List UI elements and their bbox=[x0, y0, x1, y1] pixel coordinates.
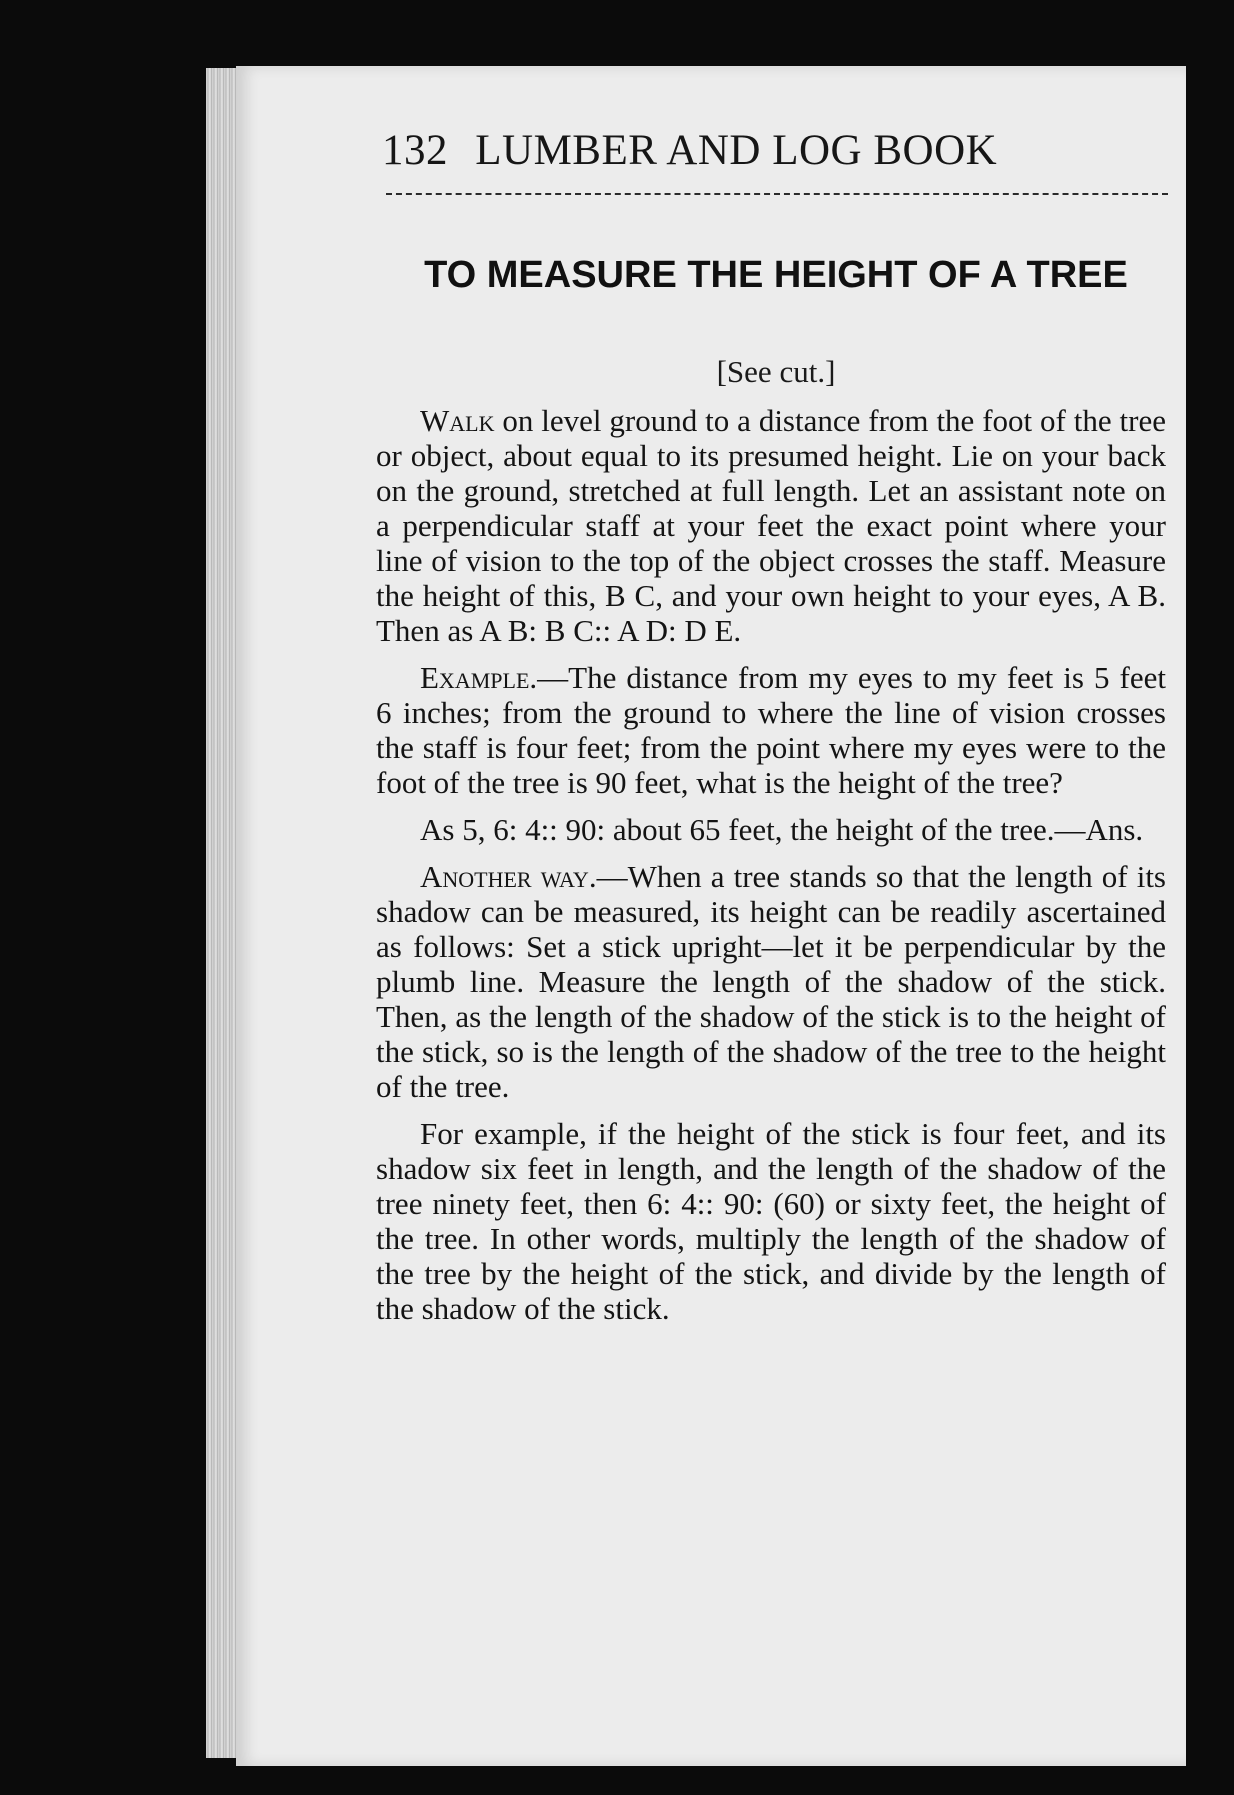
paragraph-text: on level ground to a distance from the foot of the tree or object, about equal to its presumed height. Lie on your back on the ground, stretched at full length. Let an assistant note on a perpendicular staff at your feet the exact point where your line of vision to the top of the object crosses the staff. Measure the height of this, B C, and your own height to your eyes, A B. Then as A B: B C:: A D: D E. bbox=[376, 403, 1166, 648]
paragraph-lead: Example. bbox=[420, 660, 538, 695]
running-header bbox=[382, 126, 1172, 175]
paragraph-text: For example, if the height of the stick is four feet, and its shadow six feet in length, and the length of the shadow of the tree ninety feet, then 6: 4:: 90: (60) or sixty feet, the height of the tree. In other words, multiply the length of the shadow of the tree by the height of the stick, and divide by the length of the shadow of the stick. bbox=[376, 1116, 1166, 1326]
paragraph-text: As 5, 6: 4:: 90: about 65 feet, the height of the tree.—Ans. bbox=[420, 812, 1144, 847]
paragraph-for-example bbox=[376, 1116, 1166, 1326]
paragraph-lead: Walk bbox=[420, 403, 495, 438]
paragraph-walk bbox=[376, 403, 1166, 648]
paragraph-lead: Another way. bbox=[420, 859, 597, 894]
section-title: TO MEASURE THE HEIGHT OF A TREE bbox=[424, 254, 1128, 296]
paragraph-example bbox=[376, 660, 1166, 800]
paragraph-text: —The distance from my eyes to my feet is 5 feet 6 inches; from the ground to where the line of vision crosses the staff is four feet; from the point where my eyes were to the foot of the tree is 90 feet, what is the height of the tree? bbox=[376, 660, 1166, 800]
paragraph-answer bbox=[376, 812, 1166, 847]
book-title: LUMBER AND LOG BOOK bbox=[475, 127, 998, 174]
paragraph-text: —When a tree stands so that the length of its shadow can be measured, its height can be readily ascertained as follows: Set a stick upright—let it be perpendicular by the plumb line. Measure the length of the shadow of the stick. Then, as the length of the shadow of the stick is to the height of the stick, so is the length of the shadow of the tree to the height of the tree. bbox=[376, 859, 1166, 1104]
page-number: 132 bbox=[382, 127, 448, 174]
paragraph-another-way bbox=[376, 859, 1166, 1104]
see-cut-note: [See cut.] bbox=[716, 354, 836, 389]
body-text bbox=[376, 403, 1166, 1338]
header-rule bbox=[386, 193, 1168, 195]
